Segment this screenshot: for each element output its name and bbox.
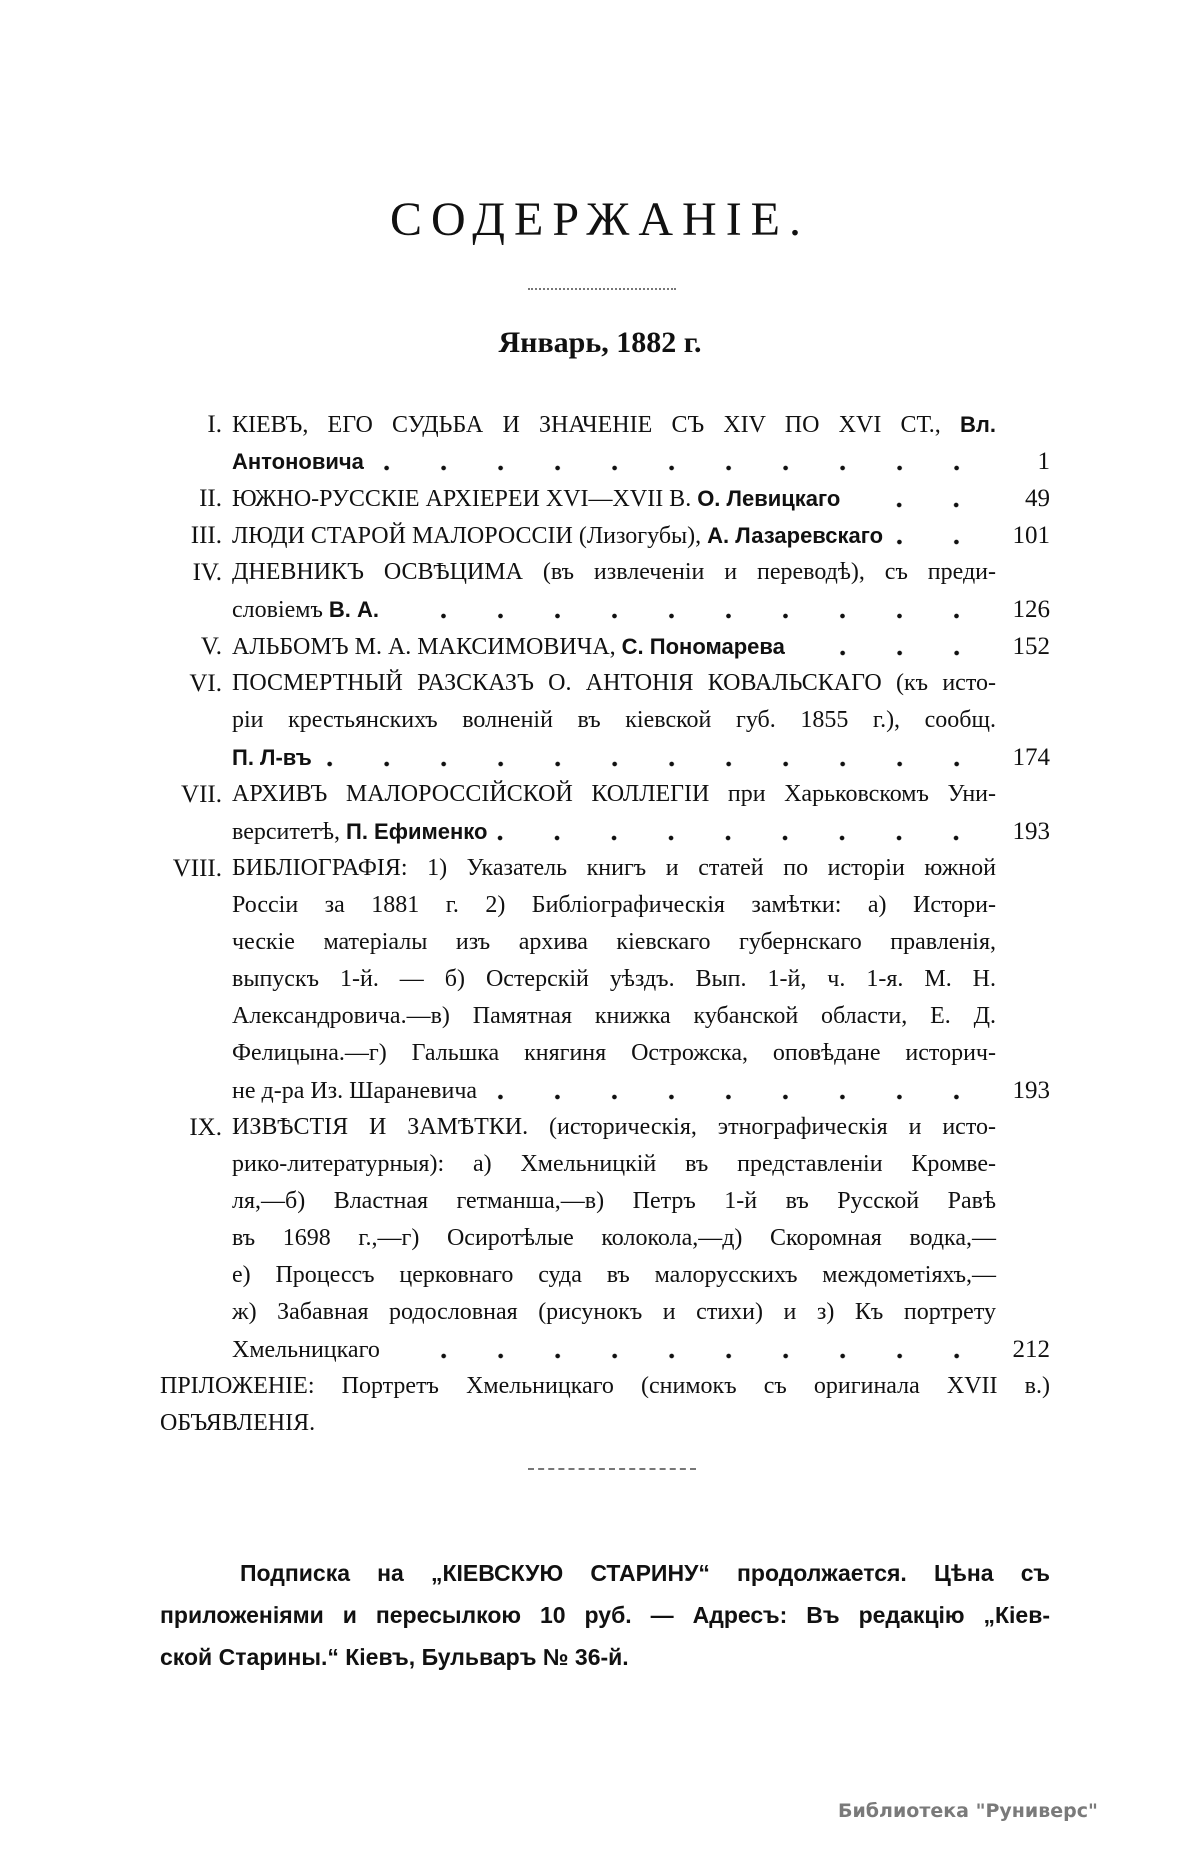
toc-line: [181, 776, 996, 813]
author-name: Антоновича: [232, 449, 364, 474]
entry-title: Россіи за 1881 г. 2) Библіографическія замѣтки: а) Истори-: [232, 892, 996, 918]
page-number: 193: [1012, 818, 1050, 845]
entry-text: [232, 591, 379, 629]
entry-title: ПОСМЕРТНЫЙ РАЗСКАЗЪ О. АНТОНІЯ КОВАЛЬСКАГО (къ исто-: [232, 670, 996, 696]
entry-title: ДНЕВНИКЪ ОСВѢЦИМА (въ извлеченіи и переводѣ), съ преди-: [232, 559, 996, 585]
ornament-divider: [528, 1468, 696, 1472]
subscription-line: [160, 1594, 1050, 1636]
toc-line: [232, 702, 996, 739]
entry-text: [232, 1073, 477, 1110]
entry-title: ИЗВѢСТІЯ И ЗАМѢТКИ. (историческія, этнографическія и исто-: [232, 1114, 996, 1140]
dot-leader: [322, 739, 988, 776]
entry-title: ЮЖНО-РУССКІЕ АРХІЕРЕИ XVI—XVII В.: [232, 486, 698, 512]
entry-text: [232, 850, 996, 887]
entry-text: [232, 1183, 996, 1220]
entry-title: ля,—б) Властная гетманша,—в) Петръ 1-й въ Русской Равѣ: [232, 1188, 996, 1214]
toc-line: [172, 850, 996, 887]
toc-line: [189, 665, 996, 702]
page-title: СОДЕРЖАНІЕ.: [390, 193, 810, 246]
entry-text: [232, 406, 996, 444]
dot-leader: [390, 1331, 988, 1368]
entry-text: [232, 517, 883, 555]
toc-line: [189, 1109, 996, 1146]
entry-text: [232, 1332, 380, 1369]
toc-line: [232, 591, 1050, 628]
appendix-line: [160, 1368, 1050, 1405]
toc-line: [232, 1257, 996, 1294]
toc-line: [190, 517, 1050, 554]
entry-text: [232, 1146, 996, 1183]
appendix-line-text: ПРІЛОЖЕНІЕ: Портретъ Хмельницкаго (снимокъ съ оригинала XVII в.): [160, 1373, 1050, 1399]
entry-text: [232, 776, 996, 813]
entry-text: [232, 1294, 996, 1331]
author-name: С. Пономарева: [621, 634, 785, 659]
entry-number: II.: [199, 485, 222, 512]
author-name: В. А.: [328, 597, 380, 622]
entry-title: АЛЬБОМЪ М. А. МАКСИМОВИЧА,: [232, 634, 622, 660]
toc-line: [232, 1294, 996, 1331]
dot-leader: [389, 591, 988, 628]
announcements-line-text: ОБЪЯВЛЕНІЯ.: [160, 1410, 316, 1436]
author-name: Вл.: [960, 412, 996, 437]
subscription-text: ской Старины.“ Кіевъ, Бульваръ № 36-й.: [160, 1644, 629, 1670]
dot-leader: [497, 813, 988, 850]
toc-line: [232, 998, 996, 1035]
entry-number: VI.: [189, 670, 222, 697]
entry-text: [232, 998, 996, 1035]
toc-line: [232, 1220, 996, 1257]
ornament-divider: [528, 288, 676, 292]
entry-text: [232, 1035, 996, 1072]
author-name: О. Левицкаго: [697, 486, 841, 511]
dot-leader: [487, 1072, 988, 1109]
entry-title: верситетѣ,: [232, 819, 346, 845]
entry-title: АРХИВЪ МАЛОРОССІЙСКОЙ КОЛЛЕГІИ при Харьковскомъ Уни-: [232, 781, 996, 807]
entry-title: е) Процессъ церковнаго суда въ малорусскихъ междометіяхъ,—: [232, 1262, 996, 1288]
subscription-line: [240, 1552, 1050, 1594]
author-name: П. Л-въ: [232, 745, 312, 770]
page-number: 193: [1012, 1077, 1050, 1104]
entry-text: [232, 961, 996, 998]
entry-number: IV.: [192, 559, 222, 586]
toc-line: [199, 480, 1050, 517]
entry-text: [232, 887, 996, 924]
entry-text: [232, 665, 996, 702]
subscription-text: Подписка на „КІЕВСКУЮ СТАРИНУ“ продолжается. Цѣна съ: [240, 1560, 1050, 1586]
entry-text: [232, 1109, 996, 1146]
dot-leader: [374, 443, 988, 480]
page-number: 212: [1012, 1336, 1050, 1363]
toc-line: [232, 813, 1050, 850]
toc-line: [200, 628, 1050, 665]
entry-text: [232, 739, 312, 777]
entry-text: [232, 1257, 996, 1294]
entry-title: ЛЮДИ СТАРОЙ МАЛОРОССІИ (Лизогубы),: [232, 523, 708, 549]
toc-line: [232, 961, 996, 998]
entry-title: выпускъ 1-й. — б) Остерскій уѣздъ. Вып. 1-й, ч. 1-я. М. Н.: [232, 966, 996, 992]
toc-line: [192, 554, 996, 591]
toc-line: [232, 1331, 1050, 1368]
page-number: 174: [1012, 744, 1050, 771]
entry-title: ріи крестьянскихъ волненій въ кіевской губ. 1855 г.), сообщ.: [232, 707, 996, 733]
subscription-text: приложеніями и пересылкою 10 руб. — Адресъ: Въ редакцію „Кіев-: [160, 1602, 1050, 1628]
entry-text: [232, 702, 996, 739]
entry-number: I.: [207, 411, 222, 438]
entry-title: БИБЛІОГРАФІЯ: 1) Указатель книгъ и статей по исторіи южной: [232, 855, 996, 881]
entry-number: III.: [190, 522, 222, 549]
entry-title: словіемъ: [232, 597, 329, 623]
toc-line: [232, 924, 996, 961]
dot-leader: [850, 480, 988, 517]
entry-title: Фелицына.—г) Гальшка княгиня Острожска, оповѣдане историч-: [232, 1040, 996, 1066]
page-number: 152: [1012, 633, 1050, 660]
entry-title: ческіе матеріалы изъ архива кіевскаго губернскаго правленія,: [232, 929, 996, 955]
entry-title: не д-ра Из. Шараневича: [232, 1078, 478, 1104]
page-number: 126: [1012, 596, 1050, 623]
toc-line: [207, 406, 996, 443]
entry-text: [232, 443, 364, 481]
entry-text: [232, 1220, 996, 1257]
entry-title: ж) Забавная родословная (рисунокъ и стихи) и з) Къ портрету: [232, 1299, 996, 1325]
entry-number: VIII.: [172, 855, 222, 882]
entry-title: въ 1698 г.,—г) Осиротѣлые колокола,—д) Скоромная водка,—: [232, 1225, 996, 1251]
subscription-line: [160, 1636, 629, 1678]
page-number: 1: [1037, 448, 1050, 475]
entry-title: Александровича.—в) Памятная книжка кубанской области, Е. Д.: [232, 1003, 996, 1029]
entry-text: [232, 628, 785, 666]
announcements-line: [160, 1405, 1050, 1442]
toc-line: [232, 739, 1050, 776]
page-number: 101: [1012, 522, 1050, 549]
entry-text: [232, 554, 996, 591]
toc-line: [232, 1183, 996, 1220]
entry-number: IX.: [189, 1114, 222, 1141]
watermark: Библиотека "Руниверс": [838, 1800, 1098, 1822]
dot-leader: [893, 517, 988, 554]
entry-title: КІЕВЪ, ЕГО СУДЬБА И ЗНАЧЕНІЕ СЪ XIV ПО XVI СТ.,: [232, 412, 961, 438]
issue-heading: Январь, 1882 г.: [498, 326, 702, 359]
toc-line: [232, 887, 996, 924]
entry-text: [232, 480, 840, 518]
toc-line: [232, 1072, 1050, 1109]
page-number: 49: [1025, 485, 1050, 512]
toc-line: [232, 443, 1050, 480]
entry-number: VII.: [181, 781, 222, 808]
entry-title: Хмельницкаго: [232, 1337, 380, 1363]
toc-line: [232, 1035, 996, 1072]
entry-text: [232, 924, 996, 961]
author-name: П. Ефименко: [346, 819, 488, 844]
entry-title: рико-литературныя): а) Хмельницкій въ представленіи Кромве-: [232, 1151, 996, 1177]
toc-line: [232, 1146, 996, 1183]
author-name: А. Лазаревскаго: [707, 523, 884, 548]
dot-leader: [795, 628, 988, 665]
entry-number: V.: [200, 633, 222, 660]
entry-text: [232, 813, 487, 851]
